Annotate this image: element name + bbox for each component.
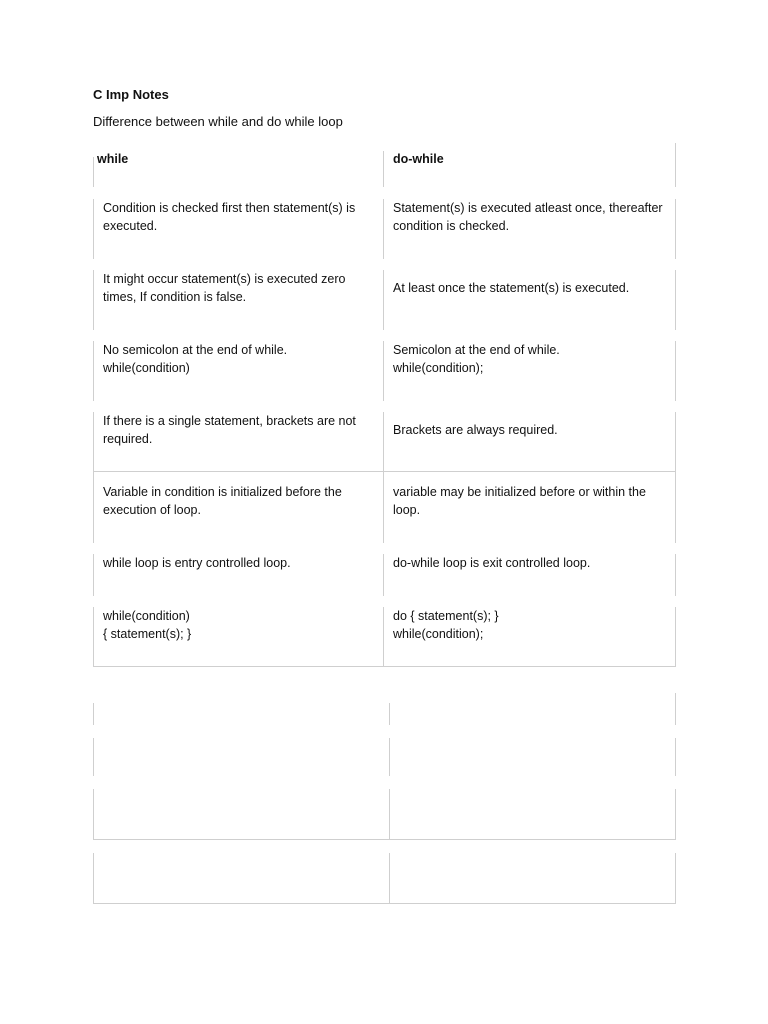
header-while: while	[97, 152, 129, 166]
table-row-4-while: Variable in condition is initialized before the execution of loop.	[103, 485, 342, 517]
table-row-6-do-while: do { statement(s); } while(condition);	[393, 609, 499, 641]
table-row-0-do-while: Statement(s) is executed atleast once, thereafter condition is checked.	[393, 201, 663, 233]
table-row-0-while: Condition is checked first then statement(s) is executed.	[103, 201, 356, 233]
page-title: C Imp Notes	[93, 87, 169, 102]
table-row-4-do-while: variable may be initialized before or within the loop.	[393, 485, 646, 517]
header-do-while: do-while	[393, 152, 444, 166]
table-row-1-while: It might occur statement(s) is executed zero times, If condition is false.	[103, 272, 346, 304]
table-row-1-do-while: At least once the statement(s) is executed.	[393, 281, 630, 295]
table-row-5-do-while: do-while loop is exit controlled loop.	[393, 556, 591, 570]
table-row-3-while: If there is a single statement, brackets are not required.	[103, 414, 356, 446]
table-row-5-while: while loop is entry controlled loop.	[103, 556, 291, 570]
table-row-6-while: while(condition) { statement(s); }	[103, 609, 192, 641]
page-subtitle: Difference between while and do while loop	[93, 114, 343, 129]
table-row-2-while: No semicolon at the end of while. while(condition)	[103, 343, 288, 375]
table-row-2-do-while: Semicolon at the end of while. while(condition);	[393, 343, 560, 375]
table-row-3-do-while: Brackets are always required.	[393, 423, 558, 437]
